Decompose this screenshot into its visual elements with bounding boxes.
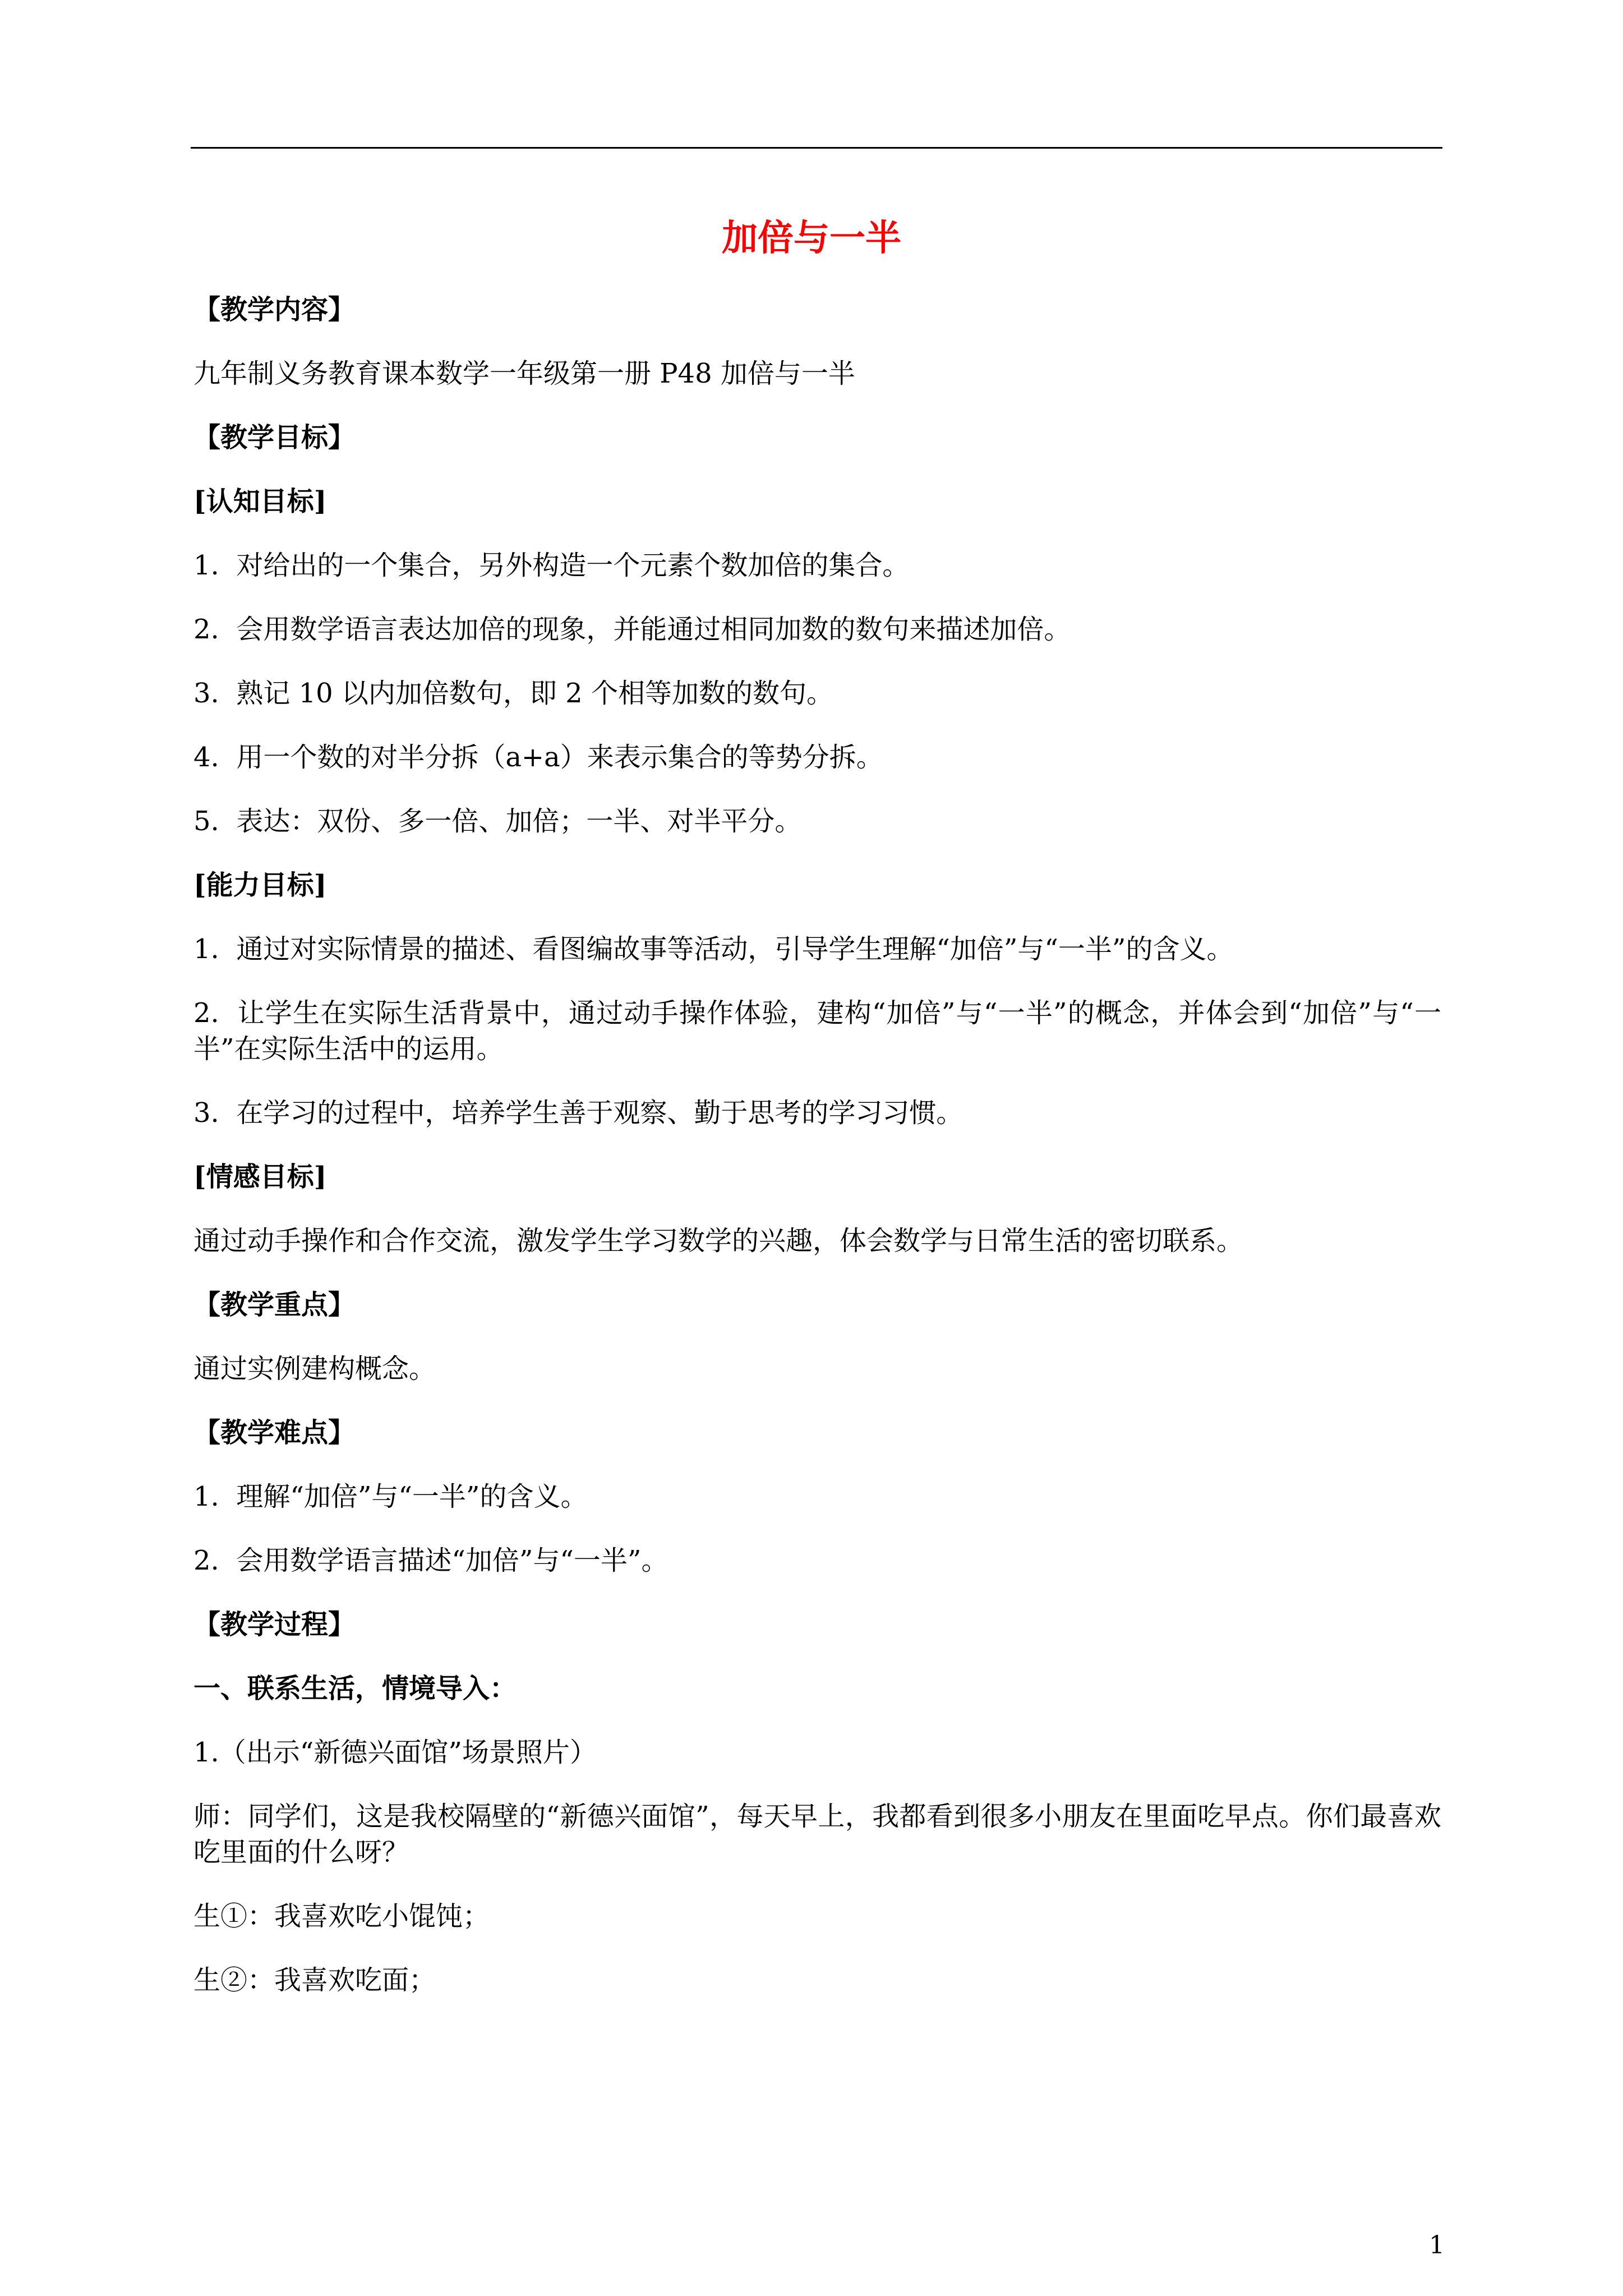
heading-teaching-goals: 【教学目标】 (193, 422, 356, 453)
heading-difficulties: 【教学难点】 (193, 1417, 356, 1448)
list-item: 2. 会用数学语言描述“加倍”与“一半”。 (193, 1545, 668, 1576)
paragraph: 通过动手操作和合作交流，激发学生学习数学的兴趣，体会数学与日常生活的密切联系。 (193, 1225, 1244, 1257)
heading-key-points: 【教学重点】 (193, 1289, 356, 1320)
list-item: 3. 熟记 10 以内加倍数句，即 2 个相等加数的数句。 (193, 678, 833, 709)
list-item: 1. 通过对实际情景的描述、看图编故事等活动，引导学生理解“加倍”与“一半”的含义。 (193, 933, 1234, 965)
list-item: 4. 用一个数的对半分拆（a+a）来表示集合的等势分拆。 (193, 742, 883, 773)
subheading-emotional-goals: [情感目标] (193, 1161, 327, 1193)
page-number: 1 (1429, 2231, 1445, 2260)
subheading-cognitive-goals: [认知目标] (193, 486, 327, 517)
section-heading: 一、联系生活，情境导入： (193, 1673, 517, 1704)
paragraph: 通过实例建构概念。 (193, 1353, 436, 1384)
paragraph: 1.（出示“新德兴面馆”场景照片） (193, 1737, 597, 1768)
list-item: 2. 会用数学语言表达加倍的现象，并能通过相同加数的数句来描述加倍。 (193, 614, 1071, 645)
subheading-ability-goals: [能力目标] (193, 869, 327, 901)
list-item: 1. 理解“加倍”与“一半”的含义。 (193, 1481, 588, 1512)
list-item: 3. 在学习的过程中，培养学生善于观察、勤于思考的学习习惯。 (193, 1097, 963, 1129)
document-body (193, 292, 1441, 2026)
paragraph: 九年制义务教育课本数学一年级第一册 P48 加倍与一半 (193, 358, 855, 389)
list-item: 1. 对给出的一个集合，另外构造一个元素个数加倍的集合。 (193, 550, 910, 581)
heading-teaching-process: 【教学过程】 (193, 1609, 356, 1640)
list-item: 2. 让学生在实际生活背景中，通过动手操作体验，建构“加倍”与“一半”的概念，并体会到“加倍”与“一半”在实际生活中的运用。 (193, 997, 1441, 1065)
header-rule (191, 147, 1442, 149)
heading-teaching-content: 【教学内容】 (193, 294, 356, 325)
document-title: 加倍与一半 (722, 217, 901, 259)
paragraph: 生①：我喜欢吃小馄饨； (193, 1901, 490, 1932)
paragraph: 师：同学们，这是我校隔壁的“新德兴面馆”，每天早上，我都看到很多小朋友在里面吃早点。你们最喜欢吃里面的什么呀？ (193, 1801, 1441, 1868)
paragraph: 生②：我喜欢吃面； (193, 1964, 436, 1996)
list-item: 5. 表达：双份、多一倍、加倍；一半、对半平分。 (193, 806, 802, 837)
